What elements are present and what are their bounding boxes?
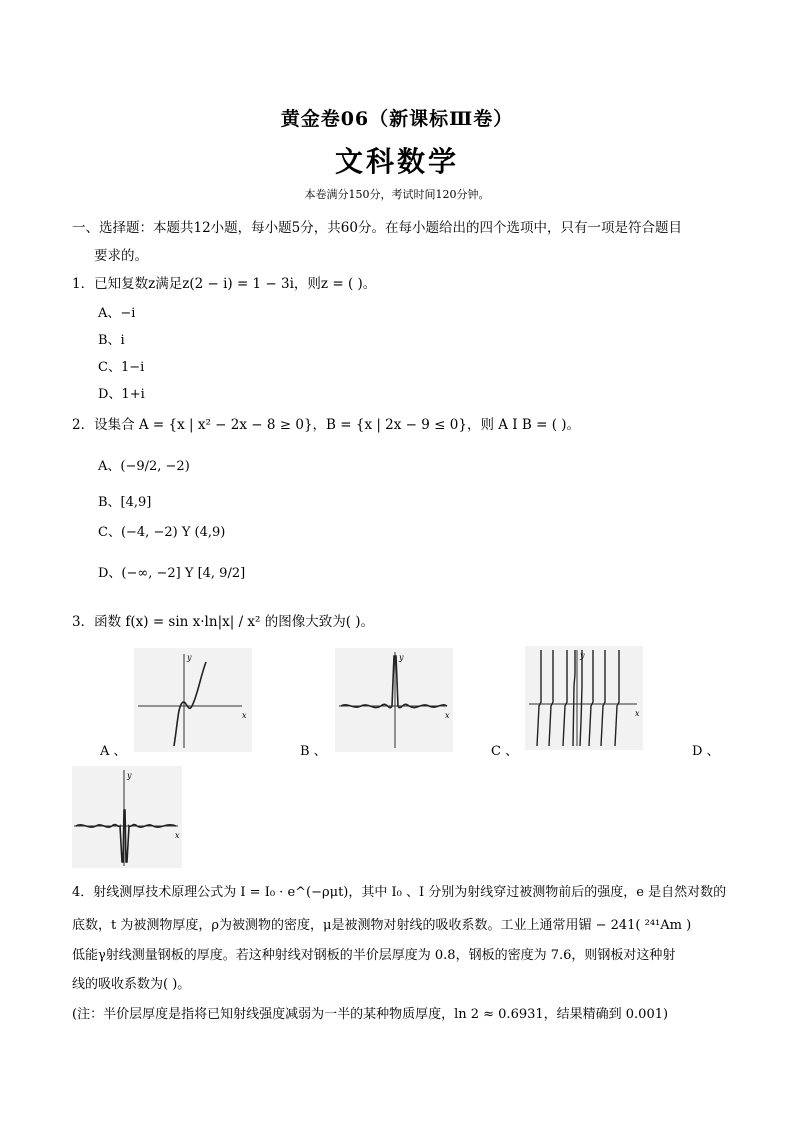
graph-d-label: D 、 [692, 744, 720, 759]
graph-c-label: C 、 [491, 744, 519, 759]
section-heading-line2: 要求的。 [94, 248, 148, 264]
q2-option-b: B、[4,9] [98, 495, 152, 510]
svg-text:x: x [635, 709, 640, 718]
graph-a-label: A 、 [100, 744, 127, 759]
q4-line3: 低能γ射线测量钢板的厚度。若这种射线对钢板的半价层厚度为 0.8，钢板的密度为 7.6，则钢板对这种射 [72, 948, 676, 963]
graph-c [525, 646, 643, 750]
graph-b-label: B 、 [300, 744, 327, 759]
q1-stem: 1．已知复数z满足z(2 − i) = 1 − 3i，则z = ( )。 [72, 276, 377, 292]
q2-stem: 2．设集合 A = {x | x² − 2x − 8 ≥ 0}，B = {x | 2x − 9 ≤ 0}，则 A I B = ( )。 [72, 417, 581, 433]
q4-note: (注：半价层厚度是指将已知射线强度减弱为一半的某种物质厚度，ln 2 ≈ 0.6931，结果精确到 0.001) [72, 1007, 669, 1022]
subject-title: 文科数学 [334, 145, 459, 178]
svg-text:y: y [127, 771, 132, 780]
svg-text:y: y [580, 651, 585, 660]
svg-text:y: y [399, 653, 404, 662]
q2-option-a: A、(−9/2, −2) [98, 459, 190, 474]
graph-d [72, 766, 182, 868]
graph-d-plot [72, 766, 182, 868]
q4-line2: 底数，t 为被测物厚度，ρ为被测物的密度，μ是被测物对射线的吸收系数。工业上通常用镅 − 241( ²⁴¹Am ) [72, 918, 692, 933]
q1-option-d: D、1+i [98, 387, 145, 402]
graph-b [335, 648, 453, 752]
exam-note: 本卷满分150分，考试时间120分钟。 [304, 188, 490, 201]
q4-line4: 线的吸收系数为( )。 [72, 977, 191, 992]
svg-text:x: x [175, 831, 180, 840]
q1-option-b: B、i [98, 333, 125, 348]
q1-option-a: A、−i [98, 306, 136, 321]
exam-title: 黄金卷06（新课标Ⅲ卷） [280, 108, 514, 130]
svg-text:x: x [242, 711, 247, 720]
q2-option-c: C、(−4, −2) Y (4,9) [98, 525, 226, 540]
q3-stem: 3．函数 f(x) = sin x·ln|x| / x² 的图像大致为( )。 [72, 614, 375, 630]
graph-c-plot [525, 646, 643, 750]
graph-b-plot [335, 648, 453, 752]
section-heading-line1: 一、选择题：本题共12小题，每小题5分，共60分。在每小题给出的四个选项中，只有一项是符合题目 [72, 220, 682, 236]
svg-text:x: x [445, 711, 450, 720]
svg-text:y: y [187, 653, 192, 662]
graph-a [134, 648, 252, 752]
q4-line1: 4．射线测厚技术原理公式为 I = I₀ · e^(−ρμt)，其中 I₀ 、I 分别为射线穿过被测物前后的强度，e 是自然对数的 [72, 885, 727, 900]
graph-a-plot [134, 648, 252, 752]
q2-option-d: D、(−∞, −2] Y [4, 9/2] [98, 566, 246, 581]
q1-option-c: C、1−i [98, 360, 145, 375]
